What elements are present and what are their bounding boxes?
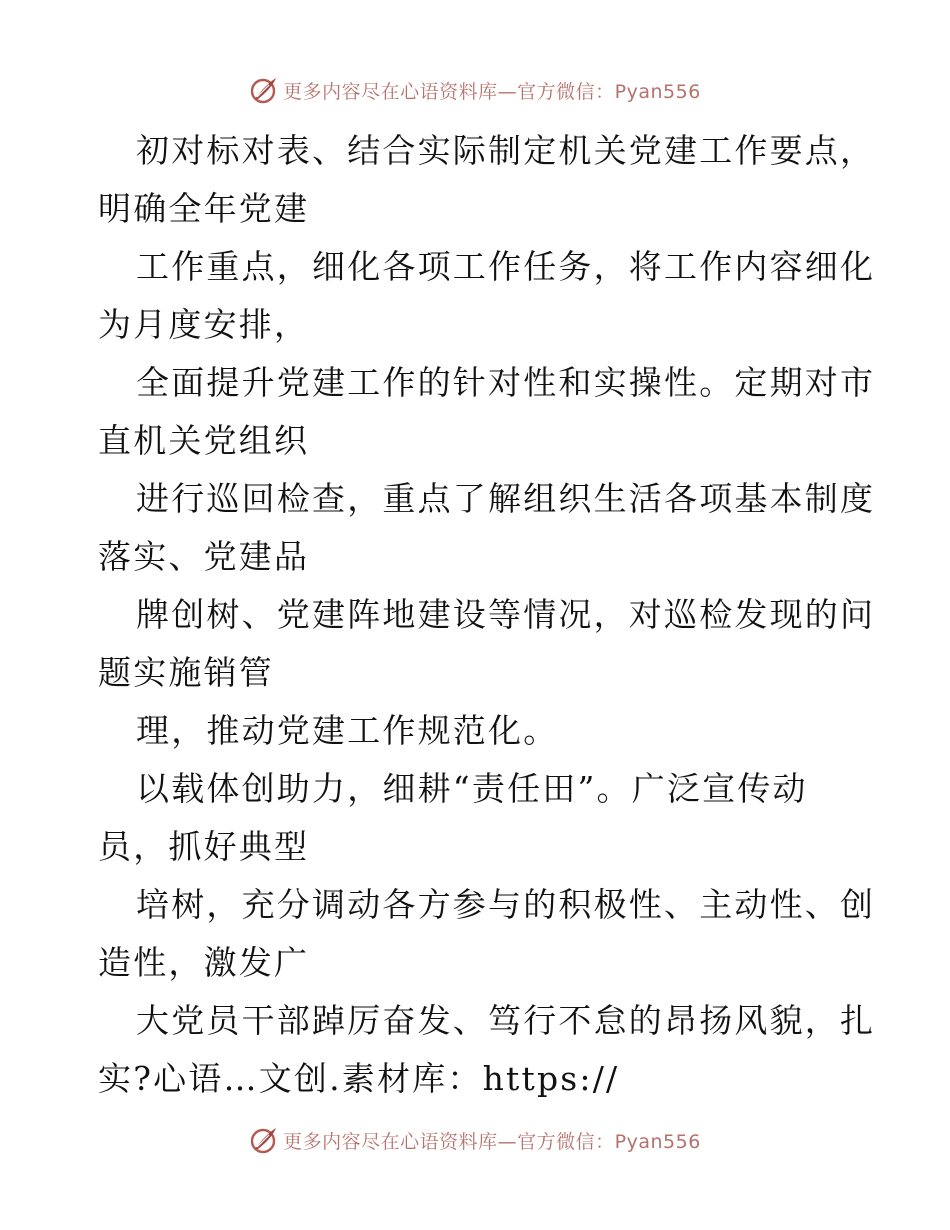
text-line: 理，推动党建工作规范化。 bbox=[136, 711, 559, 750]
quill-pen-icon bbox=[249, 75, 279, 105]
text-line: 初对标对表、结合实际制定机关党建工作要点， bbox=[136, 131, 876, 170]
text-line: 为月度安排， bbox=[98, 305, 310, 344]
text-line: 工作重点，细化各项工作任务，将工作内容细化 bbox=[136, 247, 876, 286]
text-line: 全面提升党建工作的针对性和实操性。定期对市 bbox=[136, 363, 876, 402]
text-line: 落实、党建品 bbox=[98, 537, 310, 576]
footer-watermark bbox=[0, 1118, 950, 1162]
text-line: 大党员干部踔厉奋发、笃行不怠的昂扬风貌，扎 bbox=[136, 1001, 876, 1040]
header-watermark bbox=[0, 68, 950, 112]
text-line: 题实施销管 bbox=[98, 653, 274, 692]
document-body bbox=[98, 122, 876, 1108]
text-line: 进行巡回检查，重点了解组织生活各项基本制度 bbox=[136, 479, 876, 518]
watermark-text: 更多内容尽在心语资料库—官方微信：Pyan556 bbox=[283, 1130, 701, 1153]
text-line: 以载体创助力，细耕“责任田”。广泛宣传动 bbox=[136, 769, 808, 808]
text-line: 培树，充分调动各方参与的积极性、主动性、创 bbox=[136, 885, 876, 924]
text-line: 直机关党组织 bbox=[98, 421, 310, 460]
quill-pen-icon bbox=[249, 1125, 279, 1155]
watermark-text: 更多内容尽在心语资料库—官方微信：Pyan556 bbox=[283, 80, 701, 103]
text-line: 造性，激发广 bbox=[98, 943, 310, 982]
text-line: 牌创树、党建阵地建设等情况，对巡检发现的问 bbox=[136, 595, 876, 634]
text-line: 明确全年党建 bbox=[98, 189, 310, 228]
text-line: 实?心语…文创.素材库：https:// bbox=[98, 1059, 620, 1098]
text-line: 员，抓好典型 bbox=[98, 827, 310, 866]
